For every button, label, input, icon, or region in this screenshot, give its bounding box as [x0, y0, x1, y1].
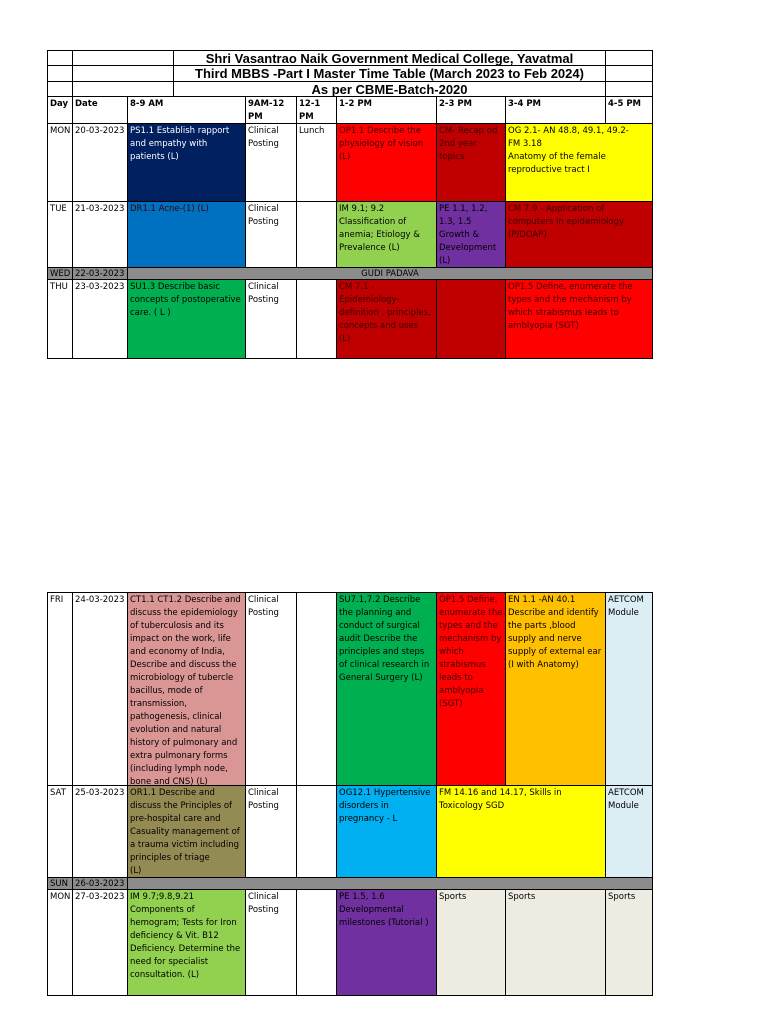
col-header-8-9: 8-9 AM — [128, 97, 246, 124]
blank-cell — [606, 66, 653, 82]
timetable-top — [47, 50, 653, 360]
lecture-cell: CM 7.1 - Epidemiology- definition , principles, concepts and uses (L) — [337, 280, 437, 359]
day-cell: WED — [47, 268, 73, 280]
col-header-2-3: 2-3 PM — [437, 97, 506, 124]
lecture-cell: CM 7.9 - Application of computers in epidemiology (P/DOAP) — [506, 202, 653, 268]
col-header-12-1: 12-1 PM — [297, 97, 337, 124]
lecture-cell: OR1.1 Describe and discuss the Principles of pre-hospital care and Casuality management of a trauma victim including principles of triage (L) — [128, 786, 246, 878]
blank-cell — [297, 592, 337, 786]
clinical-posting-cell: Clinical Posting — [246, 786, 297, 878]
clinical-posting-cell: Clinical Posting — [246, 124, 297, 202]
lecture-cell: PE 1.1, 1.2, 1.3, 1.5 Growth & Development (L) — [437, 202, 506, 268]
day-cell: TUE — [47, 202, 73, 268]
aetcom-cell: AETCOM Module — [606, 786, 653, 878]
timetable-bottom — [47, 592, 653, 997]
date-cell: 24-03-2023 — [73, 592, 128, 786]
lecture-cell: EN 1.1 -AN 40.1 Describe and identify the parts ,blood supply and nerve supply of external ear (I with Anatomy) — [506, 592, 606, 786]
aetcom-cell: AETCOM Module — [606, 592, 653, 786]
sports-cell: Sports — [506, 890, 606, 996]
lecture-cell: FM 14.16 and 14.17, Skills in Toxicology SGD — [437, 786, 606, 878]
col-header-day: Day — [47, 97, 73, 124]
blank-cell — [297, 202, 337, 268]
lecture-cell: SU1.3 Describe basic concepts of postoperative care. ( L ) — [128, 280, 246, 359]
lecture-cell: IM 9.7;9.8,9.21 Components of hemogram; Tests for Iron deficiency & Vit. B12 Deficiency. Determine the need for specialist consultation. (L) — [128, 890, 246, 996]
blank-cell — [297, 890, 337, 996]
blank-cell — [297, 280, 337, 359]
blank-cell — [606, 50, 653, 66]
sports-cell: Sports — [606, 890, 653, 996]
lecture-cell: OP1.5 Define, enumerate the types and the mechanism by which strabismus leads to amblyopia (SGT) — [506, 280, 653, 359]
blank-cell — [47, 50, 73, 66]
day-cell: SAT — [47, 786, 73, 878]
blank-cell — [437, 280, 506, 359]
lecture-cell: OP1.5 Define, enumerate the types and the mechanism by which strabismus leads to amblyopia (SGT) — [437, 592, 506, 786]
lunch-cell: Lunch — [297, 124, 337, 202]
lecture-cell: OG 2.1- AN 48.8, 49.1, 49.2- FM 3.18 Anatomy of the female reproductive tract I — [506, 124, 653, 202]
lecture-cell: SU7.1,7.2 Describe the planning and conduct of surgical audit Describe the principles and steps of clinical research in General Surgery (L) — [337, 592, 437, 786]
blank-cell — [73, 50, 174, 66]
batch-title: As per CBME-Batch-2020 — [174, 82, 606, 97]
timetable-title: Third MBBS -Part I Master Time Table (March 2023 to Feb 2024) — [174, 66, 606, 82]
col-header-3-4: 3-4 PM — [506, 97, 606, 124]
date-cell: 26-03-2023 — [73, 878, 128, 890]
date-cell: 23-03-2023 — [73, 280, 128, 359]
day-cell: MON — [47, 124, 73, 202]
date-cell: 22-03-2023 — [73, 268, 128, 280]
lecture-cell: OP1.1 Describe the physiology of vision (L) — [337, 124, 437, 202]
date-cell: 20-03-2023 — [73, 124, 128, 202]
col-header-date: Date — [73, 97, 128, 124]
lecture-cell: IM 9.1; 9.2 Classification of anemia; Etiology & Prevalence (L) — [337, 202, 437, 268]
college-title: Shri Vasantrao Naik Government Medical College, Yavatmal — [174, 50, 606, 66]
lecture-cell: PE 1.5, 1.6 Developmental milestones (Tutorial ) — [337, 890, 437, 996]
lecture-cell: OG12.1 Hypertensive disorders in pregnancy - L — [337, 786, 437, 878]
clinical-posting-cell: Clinical Posting — [246, 202, 297, 268]
blank-cell — [73, 82, 174, 97]
col-header-9-12: 9AM-12 PM — [246, 97, 297, 124]
date-cell: 27-03-2023 — [73, 890, 128, 996]
holiday-banner — [128, 878, 653, 890]
lecture-cell: CT1.1 CT1.2 Describe and discuss the epidemiology of tuberculosis and its impact on the work, life and economy of India, Describe and discuss the microbiology of tubercle bacillus, mode of transmission, pathogenesis, clinical evolution and natural history of pulmonary and extra pulmonary forms (including lymph node, bone and CNS) (L) — [128, 592, 246, 786]
blank-cell — [606, 82, 653, 97]
blank-cell — [73, 66, 174, 82]
sports-cell: Sports — [437, 890, 506, 996]
col-header-1-2: 1-2 PM — [337, 97, 437, 124]
date-cell: 21-03-2023 — [73, 202, 128, 268]
lecture-cell: CM- Recap od 2nd year topics — [437, 124, 506, 202]
clinical-posting-cell: Clinical Posting — [246, 890, 297, 996]
date-cell: 25-03-2023 — [73, 786, 128, 878]
clinical-posting-cell: Clinical Posting — [246, 592, 297, 786]
lecture-cell: DR1.1 Acne-(1) (L) — [128, 202, 246, 268]
holiday-banner: GUDI PADAVA — [128, 268, 653, 280]
col-header-4-5: 4-5 PM — [606, 97, 653, 124]
day-cell: SUN — [47, 878, 73, 890]
lecture-cell: PS1.1 Establish rapport and empathy with patients (L) — [128, 124, 246, 202]
day-cell: THU — [47, 280, 73, 359]
blank-cell — [47, 66, 73, 82]
clinical-posting-cell: Clinical Posting — [246, 280, 297, 359]
day-cell: FRI — [47, 592, 73, 786]
day-cell: MON — [47, 890, 73, 996]
blank-cell — [47, 82, 73, 97]
blank-cell — [297, 786, 337, 878]
